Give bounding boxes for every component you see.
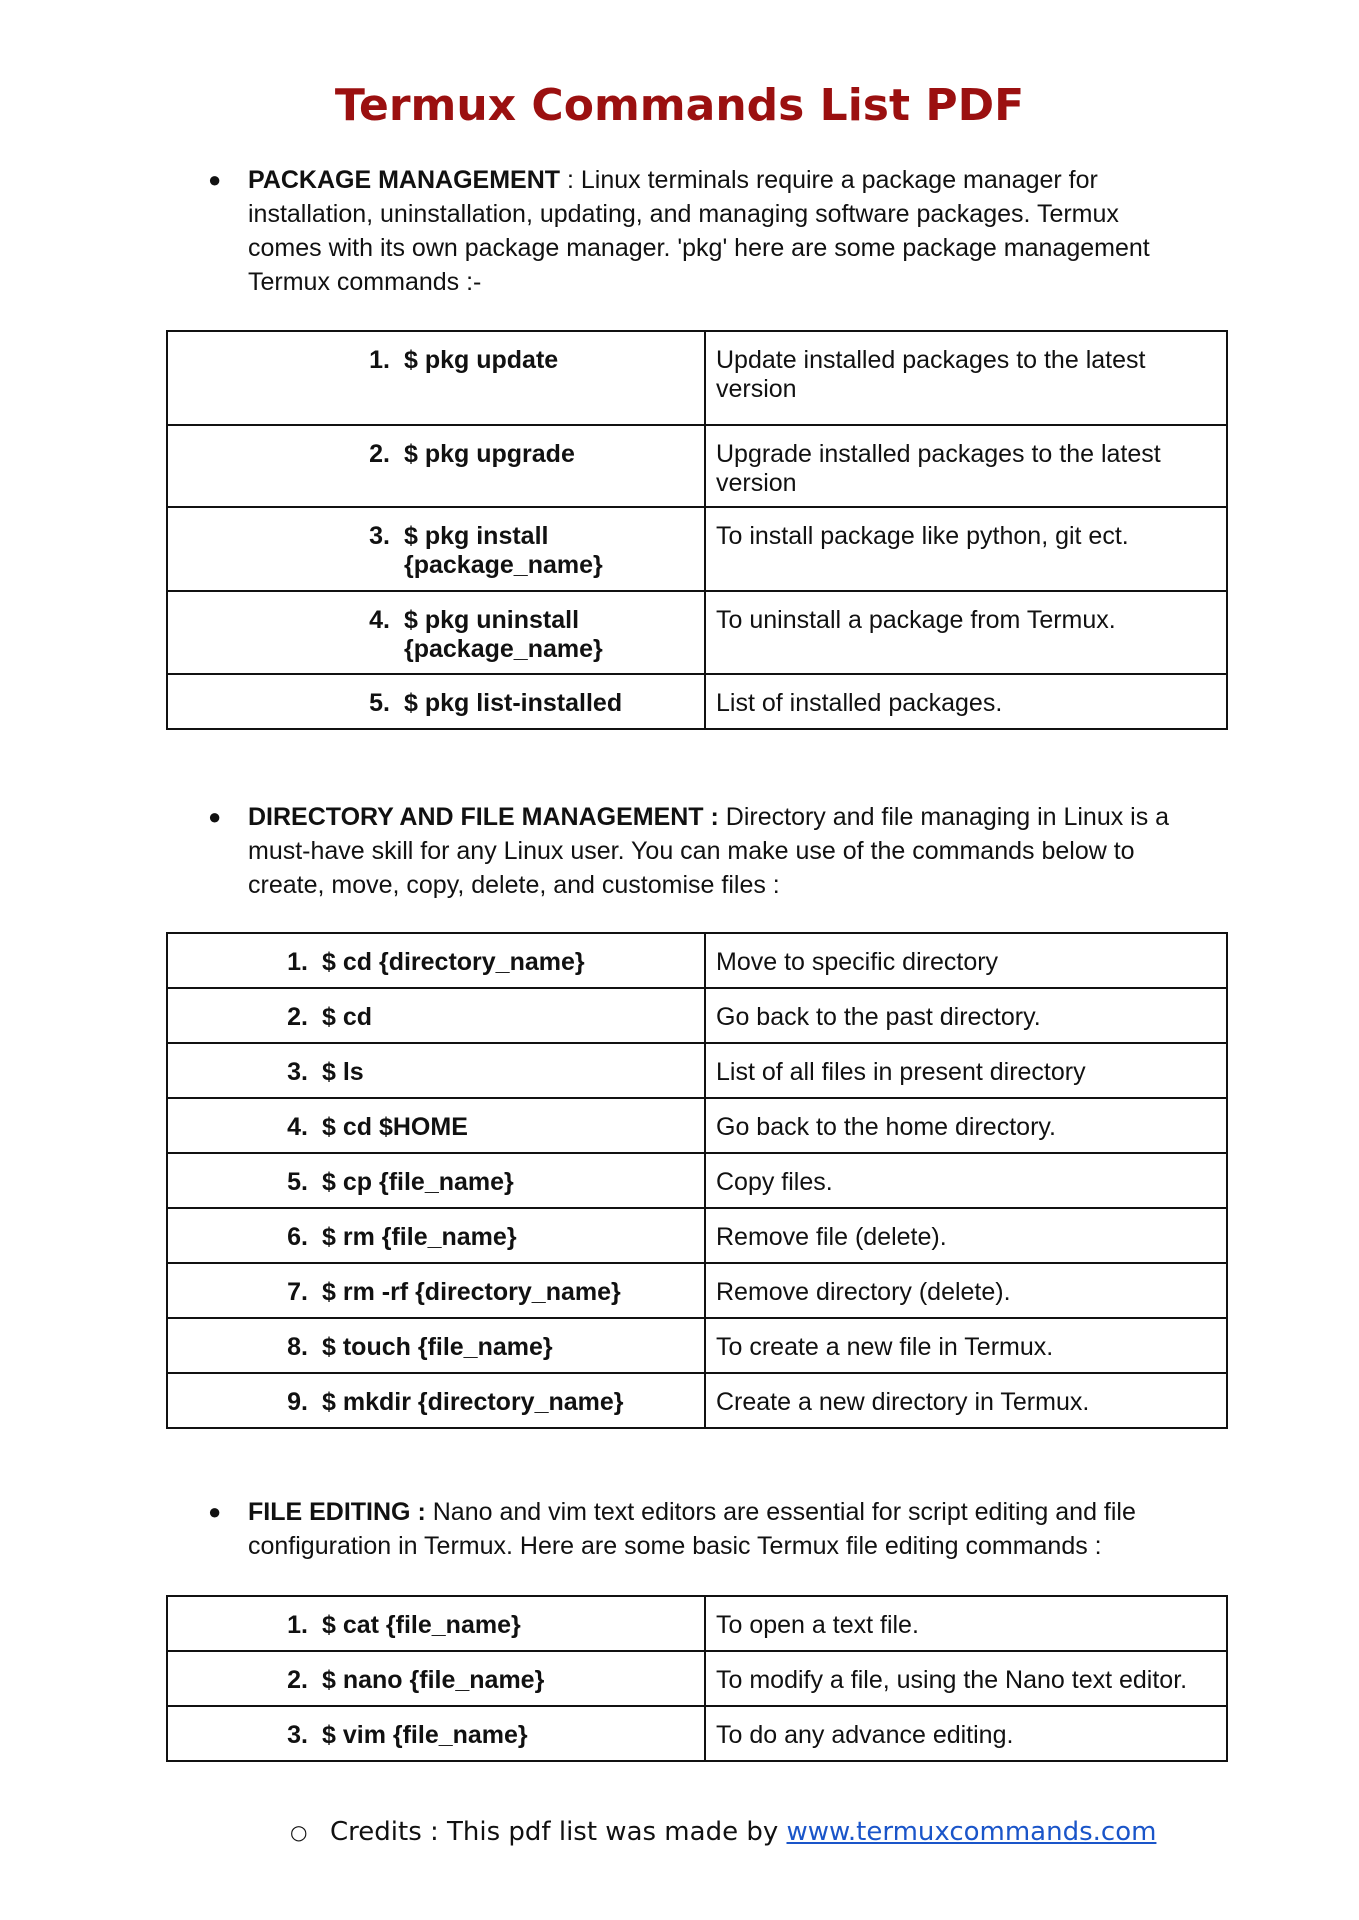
command-text: $ ls [322,1058,364,1086]
command-text: $ touch {file_name} [322,1333,553,1361]
table-row [167,425,1227,507]
section-heading: PACKAGE MANAGEMENT [248,166,561,194]
command-text: $ cd $HOME [322,1113,468,1141]
row-number: 7. [287,1278,308,1306]
command-text: $ cd {directory_name} [322,948,585,976]
command-text: $ pkg install {package_name} [404,522,603,579]
command-description: Remove file (delete). [716,1223,947,1251]
section-heading: FILE EDITING : [248,1498,426,1526]
command-text: $ mkdir {directory_name} [322,1388,624,1416]
circle-bullet-icon: ○ [290,1820,308,1844]
command-text: $ vim {file_name} [322,1721,528,1749]
bullet-icon: ● [208,804,222,829]
command-description: Upgrade installed packages to the latest version [716,440,1161,497]
command-description: List of installed packages. [716,689,1003,717]
command-description: To install package like python, git ect. [716,522,1129,550]
page-title: Termux Commands List PDF [334,80,1025,131]
table-row [167,507,1227,591]
command-text: $ pkg list-installed [404,689,623,717]
section-description: Linux terminals require a package manager for installation, uninstallation, updating, and managing software packages. Termux comes with its own package manager. 'pkg' here are some package management Termux commands :- [248,166,1150,296]
heading-separator [426,1498,433,1526]
row-number: 1. [369,346,390,374]
row-number: 3. [369,522,390,550]
command-description: To create a new file in Termux. [716,1333,1054,1361]
table-row [167,1263,1227,1318]
table-row [167,591,1227,674]
table-row [167,1596,1227,1651]
package-commands-table [166,330,1228,730]
table-row [167,1043,1227,1098]
bullet-icon: ● [208,1499,222,1524]
table-row [167,331,1227,425]
row-number: 1. [287,1611,308,1639]
table-row [167,988,1227,1043]
row-number: 2. [287,1003,308,1031]
row-number: 2. [369,440,390,468]
row-number: 8. [287,1333,308,1361]
command-text: $ nano {file_name} [322,1666,545,1694]
row-number: 3. [287,1721,308,1749]
bullet-icon: ● [208,167,222,192]
command-description: Go back to the past directory. [716,1003,1041,1031]
credits-text: Credits : This pdf list was made by [330,1817,787,1847]
command-text: $ cd [322,1003,373,1031]
row-number: 6. [287,1223,308,1251]
table-row [167,1373,1227,1428]
heading-separator [719,803,726,831]
row-number: 5. [287,1168,308,1196]
section-description: Nano and vim text editors are essential for script editing and file configuration in Termux. Here are some basic Termux file editing commands : [248,1498,1136,1560]
command-text: $ rm {file_name} [322,1223,517,1251]
command-description: To open a text file. [716,1611,919,1639]
table-row [167,1318,1227,1373]
row-number: 5. [369,689,390,717]
row-number: 1. [287,948,308,976]
directory-commands-table [166,932,1228,1429]
row-number: 9. [287,1388,308,1416]
command-description: To uninstall a package from Termux. [716,606,1116,634]
row-number: 4. [369,606,390,634]
command-text: $ pkg uninstall {package_name} [404,606,603,663]
command-text: $ pkg update [404,346,559,374]
command-description: To modify a file, using the Nano text editor. [716,1666,1188,1694]
table-row [167,1208,1227,1263]
command-text: $ pkg upgrade [404,440,575,468]
table-row [167,674,1227,729]
command-description: Go back to the home directory. [716,1113,1056,1141]
command-description: Copy files. [716,1168,833,1196]
section-heading: DIRECTORY AND FILE MANAGEMENT : [248,803,719,831]
section-description: Directory and file managing in Linux is a must-have skill for any Linux user. You can make use of the commands below to create, move, copy, delete, and customise files : [248,803,1170,899]
heading-separator: : [560,166,581,194]
command-description: Remove directory (delete). [716,1278,1011,1306]
table-row [167,1706,1227,1761]
table-row [167,933,1227,988]
command-description: List of all files in present directory [716,1058,1086,1086]
command-text: $ cp {file_name} [322,1168,514,1196]
table-row [167,1651,1227,1706]
row-number: 2. [287,1666,308,1694]
command-description: Move to specific directory [716,948,999,976]
command-description: To do any advance editing. [716,1721,1014,1749]
row-number: 4. [287,1113,308,1141]
website-link[interactable]: www.termuxcommands.com [786,1817,1157,1847]
command-description: Create a new directory in Termux. [716,1388,1090,1416]
command-text: $ rm -rf {directory_name} [322,1278,621,1306]
command-text: $ cat {file_name} [322,1611,521,1639]
row-number: 3. [287,1058,308,1086]
table-row [167,1153,1227,1208]
table-row [167,1098,1227,1153]
file-editing-commands-table [166,1595,1228,1762]
command-description: Update installed packages to the latest version [716,346,1146,403]
